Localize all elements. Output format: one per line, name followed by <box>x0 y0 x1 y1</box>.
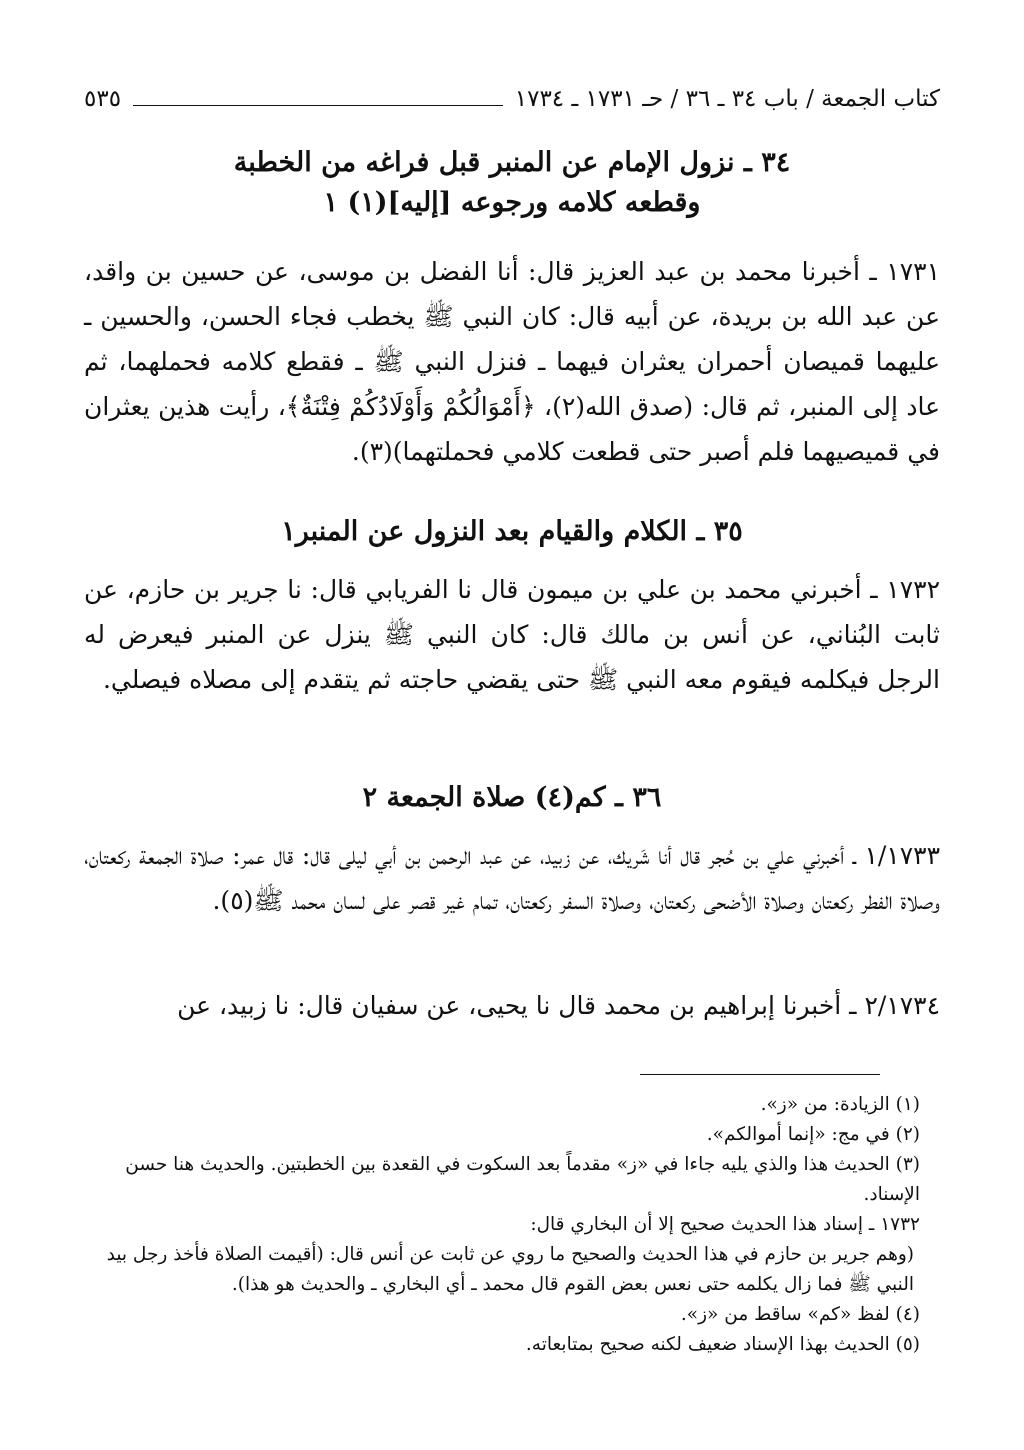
running-title: كتاب الجمعة / باب ٣٤ ـ ٣٦ / حـ ١٧٣١ ـ ١٧٣٤ <box>514 86 940 112</box>
footnote-1732-quote: (وهم جرير بن حازم في هذا الحديث والصحيح ما روي عن ثابت عن أنس قال: (أقيمت الصلاة فأخذ رجل بيد النبي ﷺ فما زال يكلمه حتى نعس بعض القوم قال محمد ـ أي البخاري ـ والحديث هو هذا). <box>106 1244 914 1295</box>
header-rule <box>133 105 503 106</box>
section-34-title-line1: ٣٤ ـ نزول الإمام عن المنبر قبل فراغه من الخطبة <box>233 147 791 178</box>
section-35-title: ٣٥ ـ الكلام والقيام بعد النزول عن المنبر١ <box>281 516 743 547</box>
footnote-4: (٤) لفظ «كم» ساقط من «ز». <box>680 1304 920 1325</box>
footnote-3: (٣) الحديث هذا والذي يليه جاءا في «ز» مقدماً بعد السكوت في القعدة بين الخطبتين. والحديث هنا حسن الإسناد. <box>125 1154 920 1205</box>
footnote-1732: ١٧٣٢ ـ إسناد هذا الحديث صحيح إلا أن البخاري قال: <box>530 1214 920 1235</box>
hadith-1732: ١٧٣٢ ـ أخبرني محمد بن علي بن ميمون قال نا الفريابي قال: نا جرير بن حازم، عن ثابت البُناني، عن أنس بن مالك قال: كان النبي ﷺ ينزل عن المنبر فيعرض له الرجل فيكلمه فيقوم معه النبي ﷺ حتى يقضي حاجته ثم يتقدم إلى مصلاه فيصلي. <box>84 575 940 694</box>
page-number: ٥٣٥ <box>84 86 122 112</box>
running-header <box>84 86 940 112</box>
section-34-title <box>90 143 934 223</box>
hadith-1734: ٢/١٧٣٤ ـ أخبرنا إبراهيم بن محمد قال نا يحيى، عن سفيان قال: نا زبيد، عن <box>177 991 940 1020</box>
footnote-5: (٥) الحديث بهذا الإسناد ضعيف لكنه صحيح بمتابعاته. <box>525 1334 920 1355</box>
footnote-2: (٢) في مج: «إنما أموالكم». <box>706 1124 920 1145</box>
section-36-title: ٣٦ ـ كم(٤) صلاة الجمعة ٢ <box>362 782 662 813</box>
hadith-1733: ١/١٧٣٣ ـ أخبرني علي بن حُجر قال أنا شَريك، عن زبيد، عن عبد الرحمن بن أبي ليلى قال: قال عمر: صلاة الجمعة ركعتان، وصلاة الفطر ركعتان وصلاة الأضحى ركعتان، وصلاة السفر ركعتان، تمام غير قصر على لسان محمد ﷺ(٥). <box>84 841 940 915</box>
footnotes <box>84 1090 920 1360</box>
section-34-title-line2: وقطعه كلامه ورجوعه [إليه](١) ١ <box>323 187 701 218</box>
footnote-separator <box>640 1074 880 1075</box>
footnote-1: (١) الزيادة: من «ز». <box>760 1094 920 1115</box>
hadith-1731: ١٧٣١ ـ أخبرنا محمد بن عبد العزيز قال: أنا الفضل بن موسى، عن حسين بن واقد، عن عبد الله بن بريدة، عن أبيه قال: كان النبي ﷺ يخطب فجاء الحسن، والحسين ـ عليهما قميصان أحمران يعثران فيهما ـ فنزل النبي ﷺ ـ فقطع كلامه فحملهما، ثم عاد إلى المنبر، ثم قال: (صدق الله(٢)، ﴿أَمْوَالُكُمْ وَأَوْلَادُكُمْ فِتْنَةٌ﴾، رأيت هذين يعثران في قميصيهما فلم أصبر حتى قطعت كلامي فحملتهما)(٣). <box>84 257 941 466</box>
